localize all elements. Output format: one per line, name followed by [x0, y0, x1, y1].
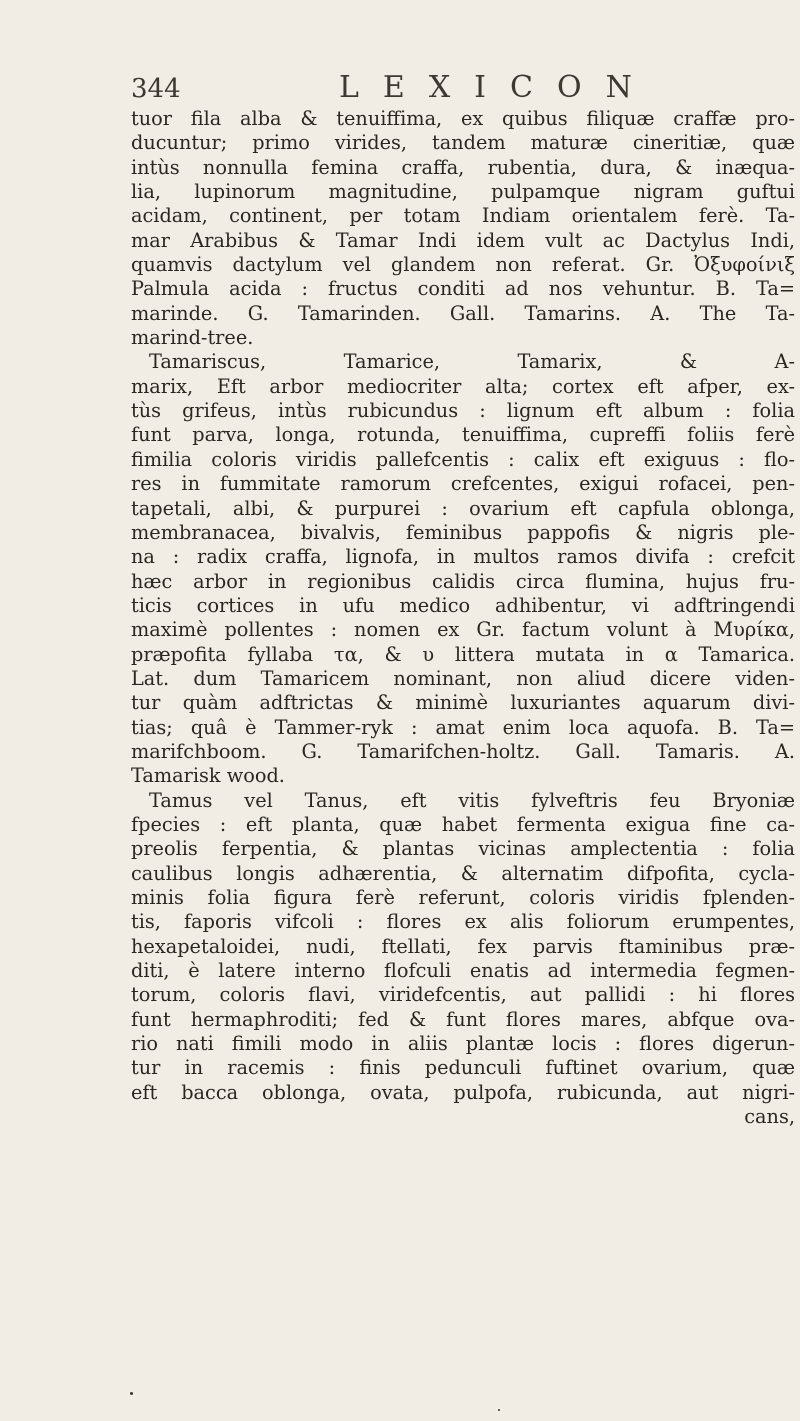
text-line: acidam, continent, per totam Indiam orientalem ferè. Ta- — [131, 204, 795, 228]
text-line: marinde. G. Tamarinden. Gall. Tamarins. A. The Ta- — [131, 301, 795, 325]
text-line: fpecies : eft planta, quæ habet fermenta exigua fine ca- — [131, 812, 795, 836]
paper-speck — [498, 1409, 500, 1411]
text-line: tis, faporis vifcoli : flores ex alis foliorum erumpentes, — [131, 910, 795, 934]
text-line: mar Arabibus & Tamar Indi idem vult ac Dactylus Indi, — [131, 228, 795, 252]
text-line: Tamarisk wood. — [131, 764, 285, 788]
text-line: diti, è latere interno flofculi enatis ad intermedia fegmen- — [131, 959, 795, 983]
dictionary-text — [131, 107, 795, 1129]
text-line: ticis cortices in ufu medico adhibentur, vi adftringendi — [131, 593, 795, 617]
text-line: eft bacca oblonga, ovata, pulpofa, rubicunda, aut nigri- — [131, 1080, 795, 1104]
paper-speck — [130, 1392, 133, 1395]
text-line: intùs nonnulla femina craffa, rubentia, dura, & inæqua- — [131, 155, 795, 179]
text-line: tias; quâ è Tammer-ryk : amat enim loca aquofa. B. Ta= — [131, 715, 795, 739]
text-line: res in fummitate ramorum crefcentes, exigui rofacei, pen- — [131, 472, 795, 496]
text-line: hexapetaloidei, nudi, ftellati, fex parvis ftaminibus præ- — [131, 934, 795, 958]
text-line: præpofita fyllaba τα, & υ littera mutata in α Tamarica. — [131, 642, 795, 666]
text-line: Tamariscus, Tamarice, Tamarix, & A- — [149, 350, 795, 374]
text-line: Tamus vel Tanus, eft vitis fylveftris feu Bryoniæ — [149, 788, 795, 812]
text-line: tùs grifeus, intùs rubicundus : lignum eft album : folia — [131, 399, 795, 423]
text-line: ducuntur; primo virides, tandem maturæ cineritiæ, quæ — [131, 131, 795, 155]
text-line: preolis ferpentia, & plantas vicinas amplectentia : folia — [131, 837, 795, 861]
text-line: lia, lupinorum magnitudine, pulpamque nigram guftui — [131, 180, 795, 204]
text-line: caulibus longis adhærentia, & alternatim difpofita, cycla- — [131, 861, 795, 885]
running-title: LEXICON — [339, 70, 656, 105]
text-line: Palmula acida : fructus conditi ad nos vehuntur. B. Ta= — [131, 277, 795, 301]
text-line: membranacea, bivalvis, feminibus pappofis & nigris ple- — [131, 520, 795, 544]
page-header — [131, 70, 656, 106]
text-line: quamvis dactylum vel glandem non referat. Gr. Ὀξυφοίνιξ — [131, 253, 795, 277]
text-line: hæc arbor in regionibus calidis circa flumina, hujus fru- — [131, 569, 795, 593]
text-line: fimilia coloris viridis pallefcentis : calix eft exiguus : flo- — [131, 447, 795, 471]
text-line: torum, coloris flavi, viridefcentis, aut pallidi : hi flores — [131, 983, 795, 1007]
text-line: marifchboom. G. Tamarifchen-holtz. Gall. Tamaris. A. — [131, 739, 795, 763]
text-line: tur in racemis : finis pedunculi fuftinet ovarium, quæ — [131, 1056, 795, 1080]
text-line: maximè pollentes : nomen ex Gr. factum volunt à Μυρίκα, — [131, 618, 795, 642]
text-line: na : radix craffa, lignofa, in multos ramos divifa : crefcit — [131, 545, 795, 569]
text-line: funt hermaphroditi; fed & funt flores mares, abfque ova- — [131, 1007, 795, 1031]
text-line: tur quàm adftrictas & minimè luxuriantes aquarum divi- — [131, 691, 795, 715]
text-line: marix, Eft arbor mediocriter alta; cortex eft afper, ex- — [131, 374, 795, 398]
text-line: tapetali, albi, & purpurei : ovarium eft capfula oblonga, — [131, 496, 795, 520]
text-line: rio nati fimili modo in aliis plantæ locis : flores digerun- — [131, 1032, 795, 1056]
text-line: tuor fila alba & tenuiffima, ex quibus filiquæ craffæ pro- — [131, 107, 795, 130]
text-line: Lat. dum Tamaricem nominant, non aliud dicere viden- — [131, 666, 795, 690]
text-line: funt parva, longa, rotunda, tenuiffima, cupreffi foliis ferè — [131, 423, 795, 447]
text-line: cans, — [744, 1105, 795, 1129]
text-line: marind-tree. — [131, 326, 254, 350]
text-line: minis folia figura ferè referunt, coloris viridis fplenden- — [131, 886, 795, 909]
page-number: 344 — [131, 74, 181, 104]
